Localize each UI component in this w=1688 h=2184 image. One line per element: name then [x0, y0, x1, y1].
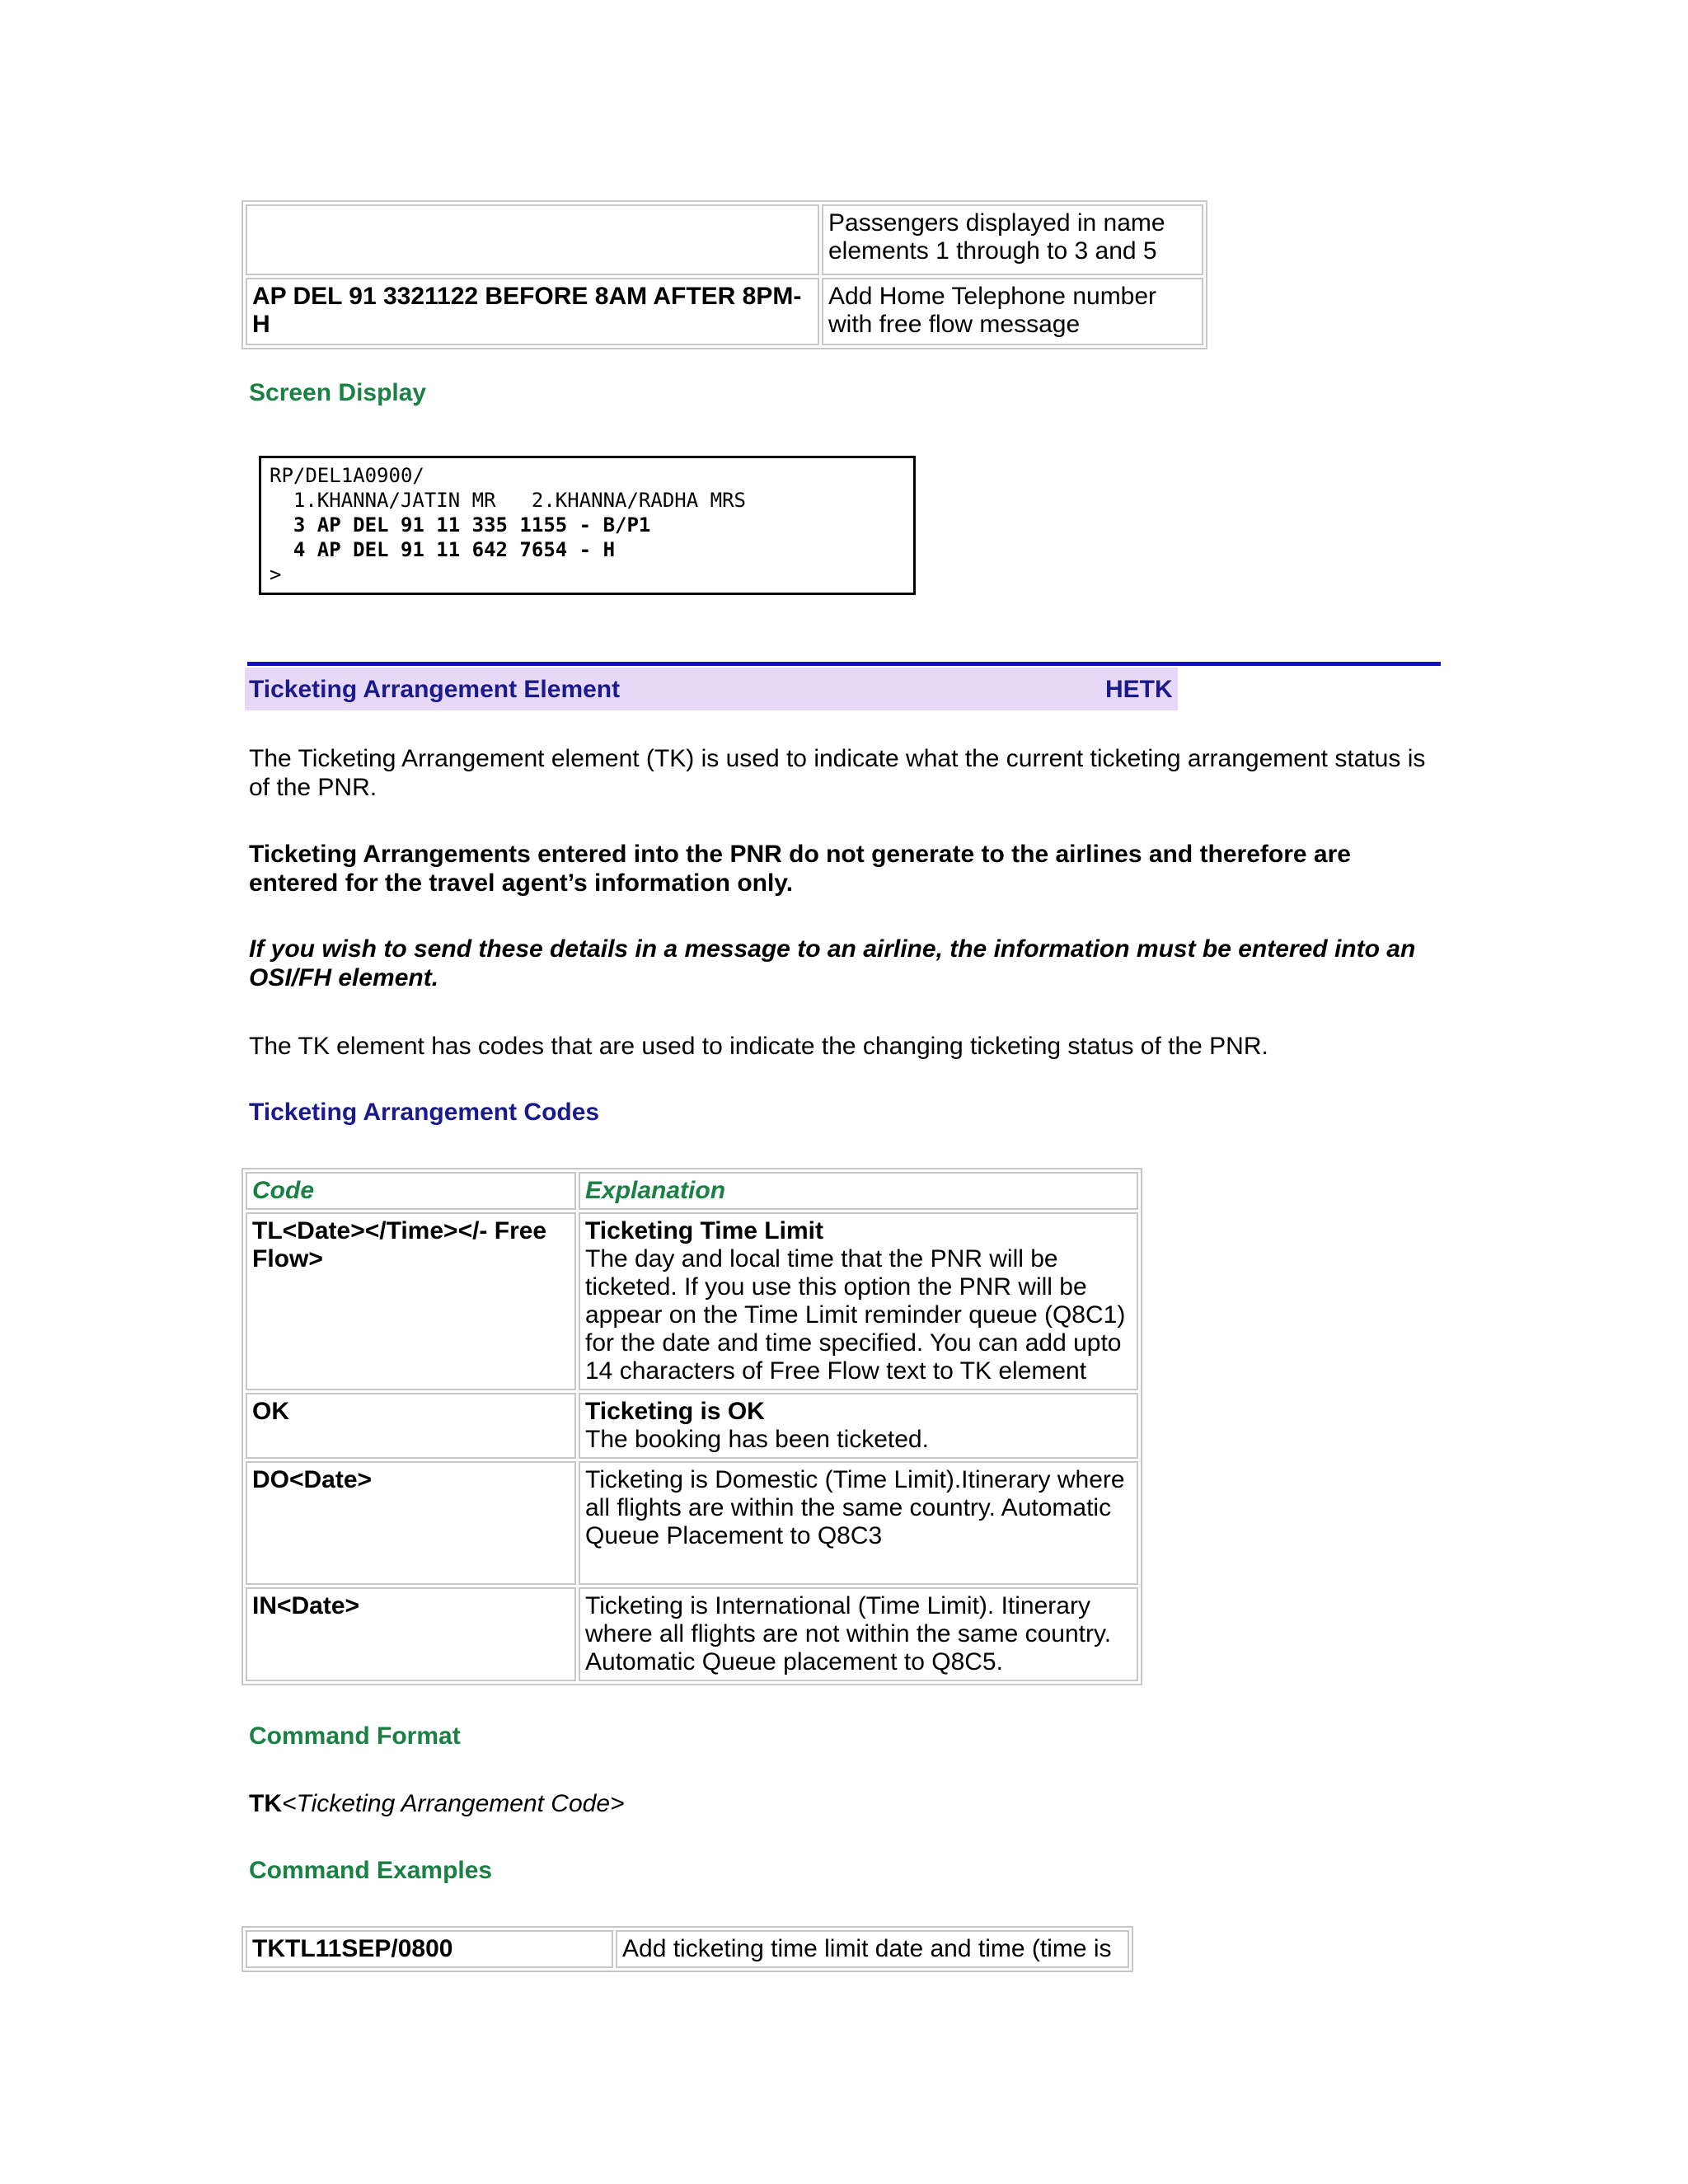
table-row	[246, 204, 1203, 275]
command-cell: AP DEL 91 3321122 BEFORE 8AM AFTER 8PM-H	[246, 278, 819, 345]
italic-note: If you wish to send these details in a message to an airline, the information must be entered into an OSI/FH element.	[249, 935, 1416, 991]
code-cell: TL<Date></Time></- Free Flow>	[246, 1212, 576, 1390]
explanation-text: The day and local time that the PNR will be ticketed. If you use this option the PNR will be appear on the Time Limit reminder queue (Q8C1) for the date and time specified. You can add upto 14 characters of Free Flow text to TK element	[585, 1245, 1126, 1385]
top-table	[241, 200, 1207, 349]
explanation-cell	[579, 1587, 1138, 1681]
command-cell	[246, 204, 819, 275]
command-prefix: TK	[249, 1790, 282, 1817]
command-examples-table	[241, 1926, 1133, 1972]
table-row	[246, 1930, 1129, 1968]
screen-line: RP/DEL1A0900/	[270, 464, 424, 487]
codes-intro-paragraph: The TK element has codes that are used to indicate the changing ticketing status of the PNR.	[249, 1033, 1268, 1060]
screen-line: 3 AP DEL 91 11 335 1155 - B/P1	[270, 513, 651, 537]
table-header-row	[246, 1172, 1138, 1210]
table-row	[246, 1587, 1138, 1681]
screen-display-box	[259, 456, 916, 595]
explanation-cell	[579, 1461, 1138, 1585]
screen-line: >	[270, 563, 282, 586]
explanation-text: Ticketing is International (Time Limit). Itinerary where all flights are not within the same country. Automatic Queue placement to Q8C5.	[585, 1592, 1112, 1675]
command-argument: <Ticketing Arrangement Code>	[282, 1790, 625, 1817]
code-column-header: Code	[246, 1172, 576, 1210]
bold-note: Ticketing Arrangements entered into the PNR do not generate to the airlines and therefore are entered for the travel agent’s information only.	[249, 841, 1351, 897]
screen-display-heading: Screen Display	[249, 379, 427, 406]
command-format-heading: Command Format	[249, 1722, 461, 1750]
explanation-title: Ticketing Time Limit	[585, 1217, 823, 1244]
screen-line: 1.KHANNA/JATIN MR 2.KHANNA/RADHA MRS	[270, 489, 746, 512]
codes-heading: Ticketing Arrangement Codes	[249, 1099, 600, 1126]
explanation-cell	[579, 1212, 1138, 1390]
table-row	[246, 1461, 1138, 1585]
section-title: Ticketing Arrangement Element	[249, 676, 621, 703]
section-code: HETK	[1105, 676, 1173, 703]
codes-table	[241, 1168, 1142, 1685]
explanation-title: Ticketing is OK	[585, 1398, 765, 1425]
table-row	[246, 278, 1203, 345]
command-examples-heading: Command Examples	[249, 1857, 493, 1884]
description-cell: Add ticketing time limit date and time (time is	[616, 1930, 1129, 1968]
explanation-cell	[579, 1393, 1138, 1459]
section-rule	[247, 662, 1441, 666]
description-cell: Add Home Telephone number with free flow message	[822, 278, 1203, 345]
table-row	[246, 1393, 1138, 1459]
command-cell: TKTL11SEP/0800	[246, 1930, 613, 1968]
table-row	[246, 1212, 1138, 1390]
code-cell: IN<Date>	[246, 1587, 576, 1681]
description-cell: Passengers displayed in name elements 1 through to 3 and 5	[822, 204, 1203, 275]
command-format-text	[249, 1789, 625, 1818]
explanation-text: Ticketing is Domestic (Time Limit).Itinerary where all flights are within the same country. Automatic Queue Placement to Q8C3	[585, 1466, 1125, 1549]
explanation-text: The booking has been ticketed.	[585, 1426, 929, 1453]
code-cell: DO<Date>	[246, 1461, 576, 1585]
explanation-column-header: Explanation	[579, 1172, 1138, 1210]
code-cell: OK	[246, 1393, 576, 1459]
screen-line: 4 AP DEL 91 11 642 7654 - H	[270, 538, 616, 561]
intro-paragraph: The Ticketing Arrangement element (TK) is used to indicate what the current ticketing arrangement status is of the PNR.	[249, 745, 1426, 801]
